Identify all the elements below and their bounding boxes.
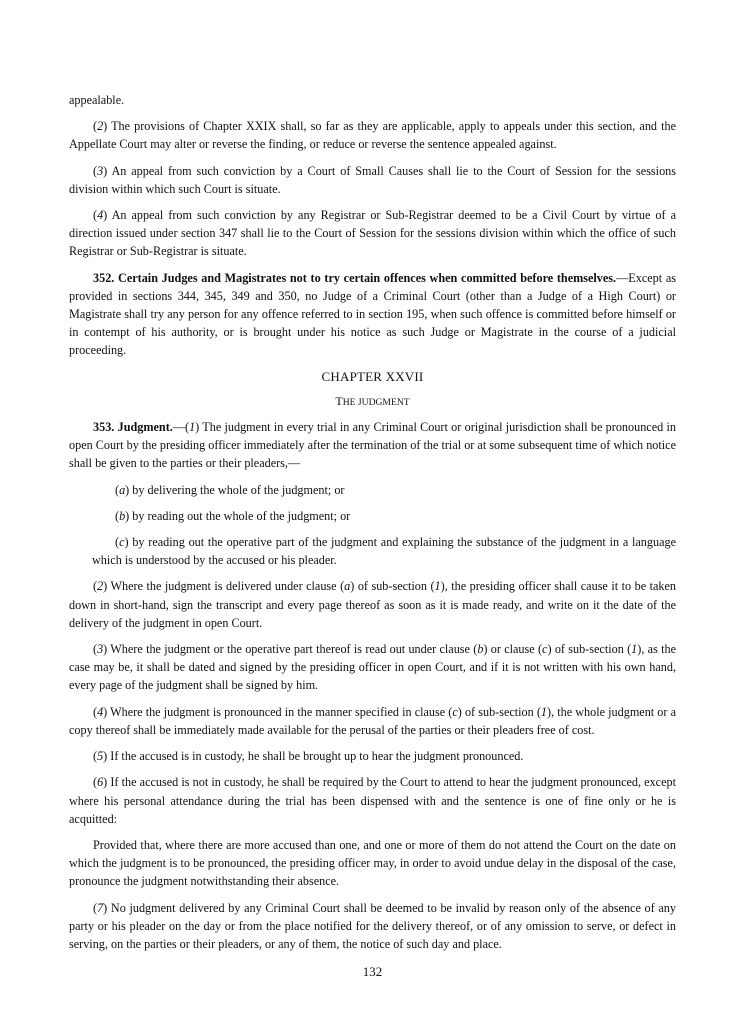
document-page	[69, 91, 676, 961]
section-heading: 353. Judgment.	[93, 420, 173, 435]
section-352	[69, 269, 676, 360]
paragraph-text: If the accused is in custody, he shall be brought up to hear the judgment pronounced.	[107, 749, 524, 764]
clause-ref: b	[477, 642, 484, 657]
section-351-subsection-4: (4) An appeal from such conviction by any Registrar or Sub-Registrar deemed to be a Civil Court by virtue of a direction issued under section 347 shall lie to the Court of Session for the sessions division within which the office of such Registrar or Sub-Registrar is situate.	[69, 208, 676, 259]
section-353-subsection-5: (5) If the accused is in custody, he shall be brought up to hear the judgment pronounced.	[93, 749, 524, 764]
clause-c: (c) by reading out the operative part of the judgment and explaining the substance of the judgment in a language which is understood by the accused or his pleader.	[92, 535, 676, 568]
clause-ref: c	[542, 642, 548, 657]
heading-dash: —	[616, 270, 629, 285]
clause-letter: c	[119, 535, 125, 550]
subsection-number: 7	[97, 900, 104, 915]
subsection-number: 6	[97, 775, 104, 790]
clause-letter: a	[119, 482, 126, 497]
clause-text: by reading out the whole of the judgment; or	[129, 508, 351, 523]
text-part: of sub-section	[461, 704, 537, 719]
subsection-number: 2	[97, 579, 104, 594]
paragraph-text: ) The judgment in every trial in any Criminal Court or original jurisdiction shall be pronounced in open Court by the presiding officer immediately after the termination of the trial or at some subsequent time of which notice shall be given to the parties or their pleaders,—	[69, 420, 676, 471]
subsection-ref: 1	[434, 579, 441, 594]
subsection-number: 1	[189, 420, 196, 435]
page-number: 132	[362, 964, 383, 979]
clause-text: by delivering the whole of the judgment; or	[129, 482, 345, 497]
text-part: Where the judgment is pronounced in the manner specified in clause	[107, 704, 449, 719]
subsection-number: 4	[97, 208, 104, 223]
paragraph-text: Except as provided in sections 344, 345, 349 and 350, no Judge of a Criminal Court (other than a Judge of a High Court) or Magistrate shall try any person for any offence referred to in section 195, when such offence is committed before himself or in contempt of his authority, or is brought under his notice as such Judge or Magistrate in the course of a judicial proceeding.	[69, 270, 676, 358]
subsection-ref: 1	[540, 704, 548, 719]
subsection-number: 3	[97, 163, 104, 178]
clause-text: by reading out the operative part of the judgment and explaining the substance of the judgment in a language which is understood by the accused or his pleader.	[92, 535, 676, 568]
section-353-subsection-3: (3) Where the judgment or the operative part thereof is read out under clause (b) or clause (c) of sub-section (1), as the case may be, it shall be dated and signed by the presiding officer in open Court, and if it is not written with his own hand, every page of the judgment shall be signed by him.	[69, 642, 676, 693]
text-part: Where the judgment is delivered under clause	[107, 579, 341, 594]
text-part: , the presiding officer shall cause it to be taken down in short-hand, sign the transcript and every page thereof as soon as it is made ready, and write on it the date of the delivery of the judgment in open Court.	[69, 579, 676, 630]
paragraph-text: An appeal from such conviction by any Registrar or Sub-Registrar deemed to be a Civil Court by virtue of a direction issued under section 347 shall lie to the Court of Session for the sessions division within which the office of such Registrar or Sub-Registrar is situate.	[69, 208, 676, 259]
section-353-subsection-1	[69, 418, 676, 473]
subsection-number: 5	[97, 749, 104, 764]
subsection-number: 3	[97, 642, 104, 657]
paragraph-text: An appeal from such conviction by a Court of Small Causes shall lie to the Court of Session for the sessions division within which such Court is situate.	[69, 163, 676, 196]
subtitle-rest: HE JUDGMENT	[342, 396, 410, 408]
heading-dash: —(	[172, 420, 190, 435]
clause-ref: a	[344, 579, 351, 594]
text-part: , as the case may be, it shall be dated and signed by the presiding officer in open Court, and if it is not written with his own hand, every page of the judgment shall be signed by him.	[69, 642, 676, 693]
paragraph-text: If the accused is not in custody, he shall be required by the Court to attend to hear the judgment pronounced, except where his personal attendance during the trial has been dispensed with and the sentence is one of fine only or he is acquitted:	[69, 775, 676, 826]
section-353-subsection-7: (7) No judgment delivered by any Criminal Court shall be deemed to be invalid by reason only of the absence of any party or his pleader on the day or from the place notified for the delivery thereof, or of any omission to serve, or defect in serving, on the parties or their pleaders, or any of them, the notice of such day and place.	[69, 900, 676, 951]
text-part: of sub-section	[551, 642, 628, 657]
subsection-number: 2	[97, 119, 104, 134]
section-351-subsection-3: (3) An appeal from such conviction by a Court of Small Causes shall lie to the Court of Session for the sessions division within which such Court is situate.	[69, 163, 676, 196]
paragraph-text: The provisions of Chapter XXIX shall, so far as they are applicable, apply to appeals under this section, and the Appellate Court may alter or reverse the finding, or reduce or reverse the sentence appealed against.	[69, 119, 676, 152]
clause-b: (b) by reading out the whole of the judgment; or	[115, 508, 351, 523]
proviso: Provided that, where there are more accused than one, and one or more of them do not attend the Court on the date on which the judgment is to be pronounced, the presiding officer may, in order to avoid undue delay in the disposal of the case, pronounce the judgment notwithstanding their absence.	[69, 837, 676, 889]
paragraph-text: No judgment delivered by any Criminal Court shall be deemed to be invalid by reason only of the absence of any party or his pleader on the day or from the place notified for the delivery thereof, or of any omission to serve, or defect in serving, on the parties or their pleaders, or any of them, the notice of such day and place.	[69, 900, 676, 951]
chapter-subtitle	[69, 392, 676, 412]
subsection-number: 4	[97, 704, 104, 719]
section-353-subsection-2: (2) Where the judgment is delivered under clause (a) of sub-section (1), the presiding officer shall cause it to be taken down in short-hand, sign the transcript and every page thereof as soon as it is made ready, and write on it the date of the delivery of the judgment in open Court.	[69, 579, 676, 630]
clause-letter: b	[119, 508, 126, 523]
chapter-title: CHAPTER XXVII	[321, 368, 424, 384]
text-part: Where the judgment or the operative part thereof is read out under clause	[107, 642, 474, 657]
section-353-subsection-6: (6) If the accused is not in custody, he shall be required by the Court to attend to hear the judgment pronounced, except where his personal attendance during the trial has been dispensed with and the sentence is one of fine only or he is acquitted:	[69, 775, 676, 826]
text-part: or clause	[487, 642, 538, 657]
subsection-ref: 1	[631, 642, 638, 657]
text-part: of sub-section	[354, 579, 431, 594]
clause-ref: c	[452, 704, 458, 719]
clause-a: (a) by delivering the whole of the judgment; or	[115, 482, 345, 497]
section-heading: 352. Certain Judges and Magistrates not to try certain offences when committed before themselves.	[93, 270, 617, 285]
carryover-text: appealable.	[69, 93, 125, 107]
subtitle-initial: T	[335, 393, 343, 408]
section-353-subsection-4: (4) Where the judgment is pronounced in the manner specified in clause (c) of sub-section (1), the whole judgment or a copy thereof shall be immediately made available for the perusal of the parties or their pleaders free of cost.	[69, 704, 676, 737]
text-part: , the whole judgment or a copy thereof shall be immediately made available for the perusal of the parties or their pleaders free of cost.	[69, 704, 676, 737]
section-351-subsection-2: (2) The provisions of Chapter XXIX shall, so far as they are applicable, apply to appeals under this section, and the Appellate Court may alter or reverse the finding, or reduce or reverse the sentence appealed against.	[69, 119, 676, 152]
